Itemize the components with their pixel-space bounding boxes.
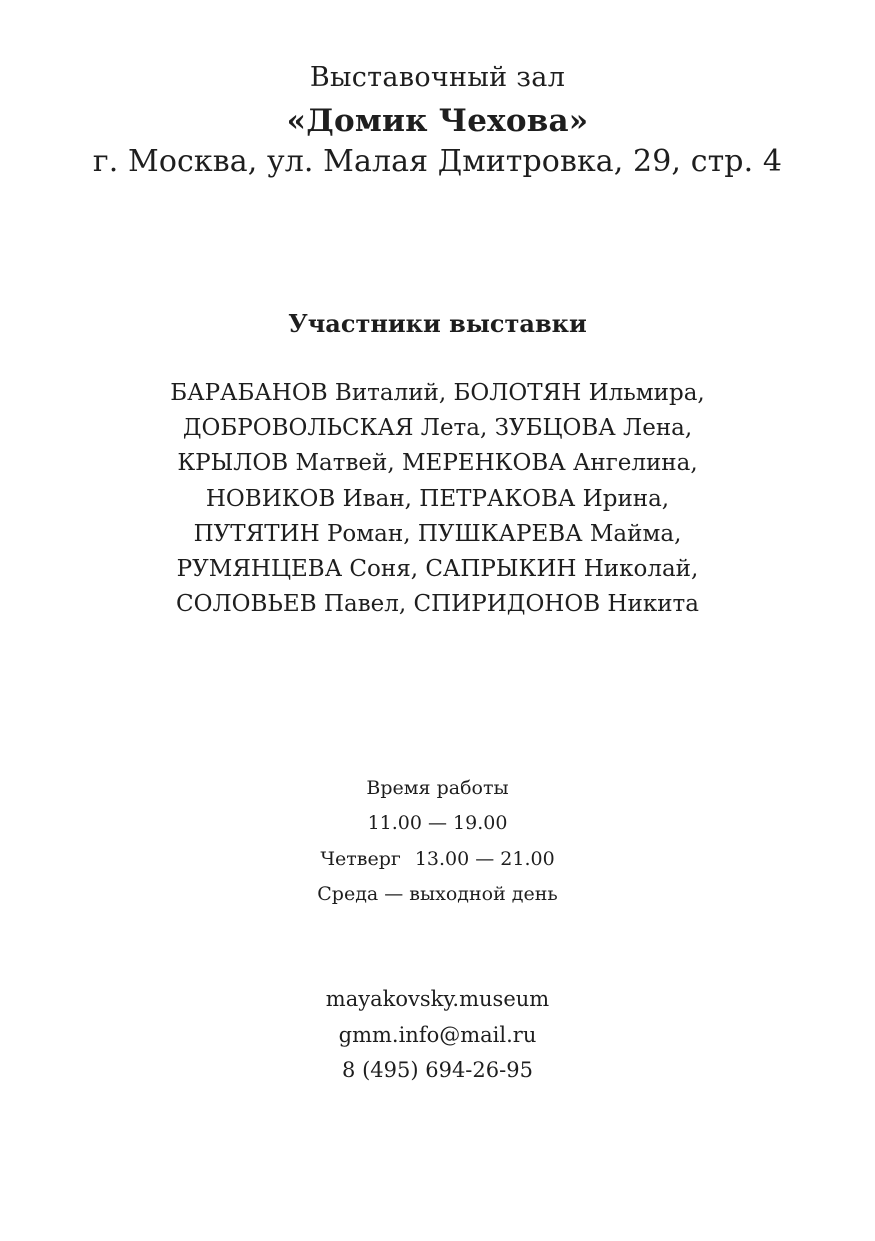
participants-line: ДОБРОВОЛЬСКАЯ Лета, ЗУБЦОВА Лена, — [182, 415, 693, 442]
phone-text: 8 (495) 694-26-95 — [342, 1058, 533, 1082]
thursday-time: 13.00 — 21.00 — [414, 847, 555, 870]
hours-thursday — [0, 842, 875, 877]
venue-name: «Домик Чехова» — [286, 103, 589, 139]
hours-day-off: Среда — выходной день — [317, 882, 558, 905]
participants-line: ПУТЯТИН Роман, ПУШКАРЕВА Майма, — [193, 520, 682, 547]
hours-title: Время работы — [366, 777, 509, 799]
participants-line: КРЫЛОВ Матвей, МЕРЕНКОВА Ангелина, — [177, 450, 698, 477]
participants-list — [0, 376, 875, 622]
hours-regular: 11.00 — 19.00 — [367, 812, 508, 835]
opening-hours — [0, 771, 875, 912]
contacts — [0, 982, 875, 1089]
participants-line: БАРАБАНОВ Виталий, БОЛОТЯН Ильмира, — [170, 380, 705, 406]
website-text: mayakovsky.museum — [325, 987, 550, 1011]
participants-line: РУМЯНЦЕВА Соня, САПРЫКИН Николай, — [176, 556, 699, 583]
thursday-label: Четверг — [320, 847, 401, 870]
participants-line: НОВИКОВ Иван, ПЕТРАКОВА Ирина, — [205, 485, 670, 512]
participants-line: СОЛОВЬЕВ Павел, СПИРИДОНОВ Никита — [176, 591, 699, 618]
venue-label: Выставочный зал — [309, 62, 566, 93]
participants-heading: Участники выставки — [288, 309, 587, 338]
venue-address: г. Москва, ул. Малая Дмитровка, 29, стр. 4 — [92, 144, 783, 179]
email-text: gmm.info@mail.ru — [338, 1022, 537, 1047]
